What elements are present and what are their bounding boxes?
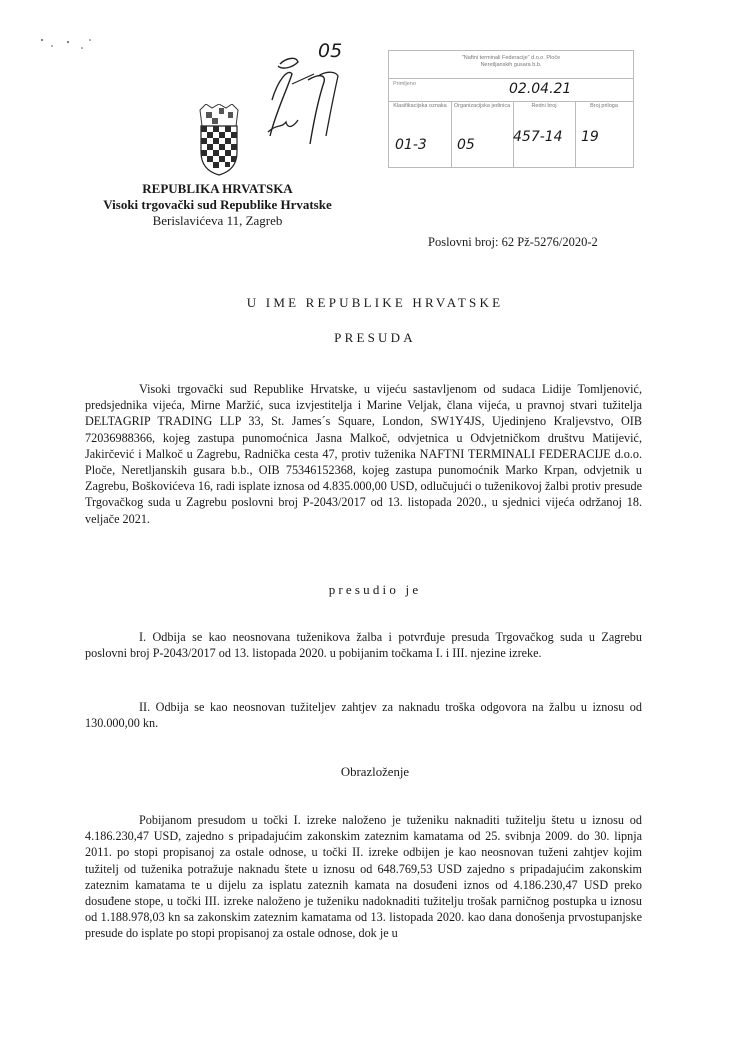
handwritten-signature: [252, 40, 362, 150]
stamp-col2-value: 05: [457, 137, 475, 153]
stamp-col1-value: 01-3: [395, 137, 427, 153]
case-number: Poslovni broj: 62 Pž-5276/2020-2: [428, 235, 598, 249]
intro-paragraph: Visoki trgovački sud Republike Hrvatske, u vijeću sastavljenom od sudaca Lidije Tomljenović, predsjednika vijeća, Mirne Maržić, suca izvjestitelja i Marine Veljak, člana vijeća, u pravnoj stvari tužitelja DELTAGRIP TRADING LLP 33, St. James´s Square, London, SW1Y4JS, Ujedinjeno Kraljevstvo, OIB 72036988366, kojeg zastupa punomoćnica Jasna Malkoč, odvjetnica u Odvjetničkom društvu Matijević, Jakirčević i Malkoč u Zagrebu, Radnička cesta 47, protiv tuženika NAFTNI TERMINALI FEDERACIJE d.o.o. Ploče, Neretljanskih gusara b.b., OIB 75346152368, kojeg zastupa punomoćnik Marko Krpan, odvjetnik u Zagrebu, Boškovićeva 16, radi isplate iznosa od 4.835.000,00 USD, odlučujući o tuženikovoj žalbi protiv presude Trgovačkog suda u Zagrebu poslovni broj P-2043/2017 od 13. listopada 2020., u sjednici vijeća održanoj 18. veljače 2021.: [85, 382, 642, 526]
document-type: PRESUDA: [334, 330, 416, 345]
stamp-col4-label: Broj priloga: [590, 103, 618, 109]
reasoning-paragraph: Pobijanom presudom u točki I. izreke naloženo je tuženiku naknaditi tužitelju štetu u iznosu od 4.186.230,47 USD, zajedno s pripadajućim zakonskim zateznim kamatama od 25. svibnja 2009. do 30. lipnja 2011. po stopi propisanoj za ostale odnose, u točki II. izreke odbijen je kao neosnovan tuženi zahtjev kojim tužitelj od tuženika potražuje naknadu štete u iznosu od 648.769,53 USD zajedno s pripadajućim zakonskim zateznim kamatama te u dijelu za isplatu zateznih kamata na dosuđeni iznos od 4.186.230,47 USD preko dosuđene stope, u točki III. izreke naloženo je tuženiku nadoknaditi tužitelju trošak parničnog postupka u iznosu od 1.188.978,03 kn sa zakonskim zateznim kamatama od 13. listopada 2020. kao dana donošenja prvostupanjske presude do isplate po stopi propisanoj za ostale odnose, dok je u: [85, 813, 642, 941]
stamp-received-label: Primljeno: [393, 81, 416, 87]
court-country: REPUBLIKA HRVATSKA: [142, 181, 293, 196]
stamp-col4-value: 19: [581, 129, 599, 145]
stamp-col2-label: Organizacijska jedinica: [453, 103, 511, 109]
reasoning-heading: Obrazloženje: [340, 765, 410, 779]
scan-specks: [38, 36, 98, 56]
court-address: Berislavićeva 11, Zagreb: [152, 213, 283, 228]
page-heading: U IME REPUBLIKE HRVATSKE: [246, 295, 504, 310]
stamp-col1-label: Klasifikacijska oznaka: [393, 103, 447, 109]
stamp-received-date: 02.04.21: [509, 81, 572, 97]
verdict-item-2: II. Odbija se kao neosnovan tužiteljev zahtjev za naknadu troška odgovora na žalbu u iznosu od 130.000,00 kn.: [85, 700, 642, 731]
stamp-col3-value: 457-14: [513, 129, 563, 145]
stamp-header: "Naftni terminali Federacije" d.o.o. Ploče Neretljanskih gusara b.b.: [461, 55, 561, 68]
court-name: Visoki trgovački sud Republike Hrvatske: [103, 197, 332, 212]
stamp-col3-label: Redni broj: [531, 103, 557, 109]
verdict-item-1: I. Odbija se kao neosnovana tuženikova žalba i potvrđuje presuda Trgovačkog suda u Zagrebu poslovni broj P-2043/2017 od 13. listopada 2020. u pobijanim točkama I. i III. njezine izreke.: [85, 630, 642, 661]
reception-stamp: [388, 50, 634, 168]
handwritten-note: 05: [318, 40, 343, 62]
verdict-heading: presudio je: [328, 582, 422, 597]
coat-of-arms-icon: [198, 104, 240, 176]
